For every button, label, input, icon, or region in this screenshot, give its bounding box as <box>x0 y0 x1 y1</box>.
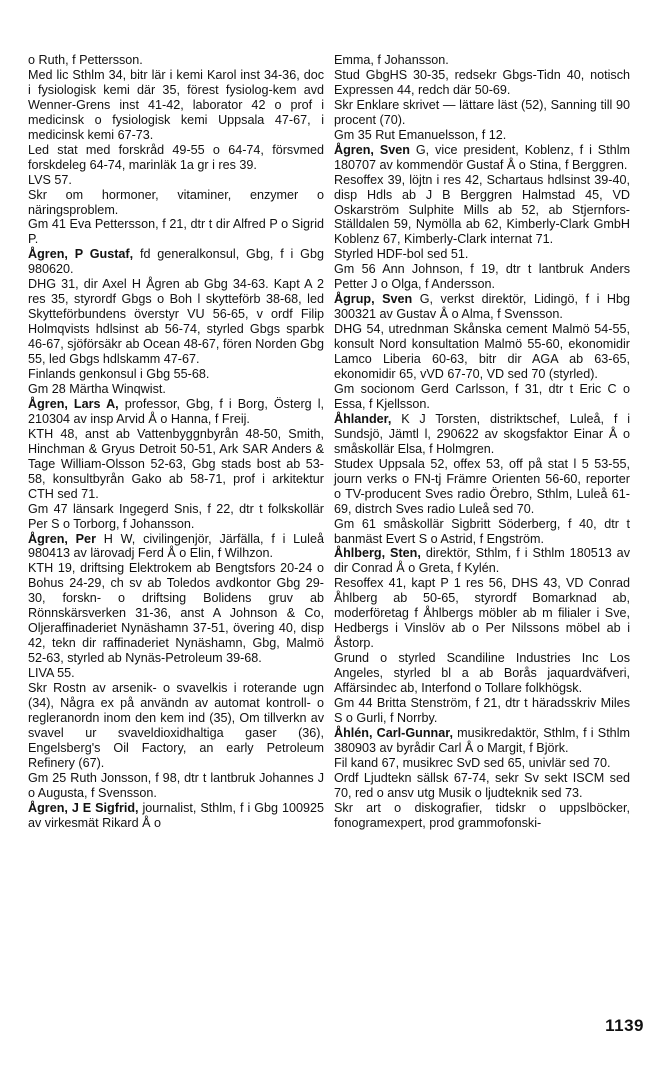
entry-text: Gm 56 Ann Johnson, f 19, dtr t lantbruk Anders Petter J o Olga, f Andersson. <box>334 262 630 292</box>
entry-text: Stud GbgHS 30-35, redsekr Gbgs-Tidn 40, notisch Expressen 44, redch där 50-69. <box>334 67 630 97</box>
entry-text: Ordf Ljudtekn sällsk 67-74, sekr Sv sekt ISCM sed 70, red o ansv utg Musik o ljudteknik sed 73. <box>334 770 630 800</box>
page-number: 1139 <box>605 1016 644 1035</box>
biography-paragraph <box>28 561 324 666</box>
entry-text: Gm 41 Eva Pettersson, f 21, dtr t dir Alfred P o Sigrid P. <box>28 217 324 247</box>
biography-paragraph <box>28 68 324 143</box>
biography-paragraph <box>28 277 324 367</box>
entry-text: Gm 28 Märtha Winqwist. <box>28 381 166 396</box>
biography-paragraph <box>28 173 324 188</box>
entry-text: Skr Enklare skrivet — lättare läst (52), Sanning till 90 procent (70). <box>334 97 630 127</box>
biography-paragraph <box>334 576 630 651</box>
entry-text: Gm 61 småskollär Sigbritt Söderberg, f 40, dtr t banmäst Evert S o Astrid, f Engström. <box>334 516 630 546</box>
biography-paragraph <box>334 517 630 547</box>
biography-entry-header <box>28 247 324 277</box>
biography-paragraph <box>334 322 630 382</box>
biography-paragraph <box>334 651 630 696</box>
biography-paragraph <box>28 771 324 801</box>
biography-paragraph <box>334 801 630 831</box>
biography-paragraph <box>28 427 324 502</box>
entry-text: Resoffex 39, löjtn i res 42, Schartaus hdlsinst 39-40, disp Hdls ab J B Berggren Halmstad 45, VD Oskarström Sulphite Mills ab 52, ab Stjernfors-Ställdalen 59, Nymölla ab 62, Kimberly-Clark GmbH Koblenz 67, Kimberly-Clark internat 71. <box>334 172 630 247</box>
entry-text: Med lic Sthlm 34, bitr lär i kemi Karol inst 34-36, doc i fysiologisk kemi där 35, förest fysiolog-kem avd Wenner-Grens inst 41-42, laborator 42 o prof i medicinsk o fysiologisk kemi Uppsala 47-67, i medicinsk kemi 67-73. <box>28 67 324 142</box>
biography-paragraph <box>28 666 324 681</box>
entry-text: LVS 57. <box>28 172 72 187</box>
entry-name: Ågren, Per <box>28 531 96 546</box>
entry-text: LIVA 55. <box>28 666 75 681</box>
entry-name: Ågren, P Gustaf, <box>28 247 134 262</box>
biography-paragraph <box>334 53 630 68</box>
biography-paragraph <box>28 217 324 247</box>
biography-entry-header <box>28 801 324 831</box>
entry-text: KTH 48, anst ab Vattenbyggnbyrån 48-50, Smith, Hinchman & Gryus Detroit 50-51, Ark SAR Anders & Tage William-Olsson 52-63, Gbg stads bost ab 53-58, konsultbyrån Gako ab 58-71, prof i arkitektur CTH sed 71. <box>28 426 324 501</box>
entry-text: K J Torsten, distriktschef, Luleå, f i Sundsjö, Jämtl l, 290622 av skogsfaktor Einar Å o småskollär Elsa, f Holmgren. <box>334 411 630 456</box>
entry-text: Skr om hormoner, vitaminer, enzymer o näringsproblem. <box>28 187 324 217</box>
biography-paragraph <box>334 771 630 801</box>
entry-name: Åhlberg, Sten, <box>334 546 421 561</box>
entry-text: DHG 31, dir Axel H Ågren ab Gbg 34-63. Kapt A 2 res 35, styrordf Gbgs o Boh l skytteförb 38-68, led Skytteförbundens överstyr VU 56-65, v ordf Filip Holmqvists hdlsinst ab 56-74, styrled Gbgs sparbk 46-67, sjöförsäkr ab Ocean 48-67, fören Norden Gbg 55, led Gbgs hdlskamm 47-67. <box>28 277 324 367</box>
biography-entry-header <box>28 532 324 562</box>
biography-paragraph <box>334 696 630 726</box>
biography-paragraph <box>28 502 324 532</box>
entry-text: G, vice president, Koblenz, f i Sthlm 180707 av kommendör Gustaf Å o Stina, f Berggren. <box>334 142 631 172</box>
entry-text: journalist, Sthlm, f i Gbg 100925 av virkesmät Rikard Å o <box>28 800 324 830</box>
biography-paragraph <box>28 143 324 173</box>
biography-paragraph <box>334 173 630 248</box>
biography-paragraph <box>334 457 630 517</box>
entry-text: G, verkst direktör, Lidingö, f i Hbg 300321 av Gustav Å o Alma, f Svensson. <box>334 292 630 322</box>
entry-text: Gm 35 Rut Emanuelsson, f 12. <box>334 127 507 142</box>
entry-text: Styrled HDF-bol sed 51. <box>334 247 469 262</box>
entry-text: musikredaktör, Sthlm, f i Sthlm 380903 av byrådir Carl Å o Margit, f Björk. <box>334 725 630 755</box>
entry-text: Gm socionom Gerd Carlsson, f 31, dtr t Eric C o Essa, f Kjellsson. <box>334 381 630 411</box>
entry-text: Fil kand 67, musikrec SvD sed 65, univlär sed 70. <box>334 755 611 770</box>
biography-paragraph <box>334 68 630 98</box>
entry-text: Gm 47 länsark Ingegerd Snis, f 22, dtr t folkskollär Per S o Torborg, f Johansson. <box>28 501 324 531</box>
biography-paragraph <box>28 188 324 218</box>
biography-paragraph <box>28 681 324 771</box>
entry-text: Resoffex 41, kapt P 1 res 56, DHS 43, VD Conrad Åhlberg ab 50-65, styrordf Bomarknad ab, moderföretag f Åhlbergs möbler ab m filialer i Sve, Hedbergs i Vinslöv ab o Per Nilssons möbel ab i Åstorp. <box>334 576 630 651</box>
entry-text: fd generalkonsul, Gbg, f i Gbg 980620. <box>28 247 324 277</box>
biography-paragraph <box>334 247 630 262</box>
entry-text: o Ruth, f Pettersson. <box>28 53 143 67</box>
entry-text: H W, civilingenjör, Järfälla, f i Luleå 980413 av lärovadj Ferd Å o Elin, f Wilhzon. <box>28 531 324 561</box>
entry-text: Led stat med forskråd 49-55 o 64-74, försvmed forskdeleg 64-74, marinläk 1a gr i res 39. <box>28 142 324 172</box>
entry-text: direktör, Sthlm, f i Sthlm 180513 av dir Conrad Å o Greta, f Kylén. <box>334 546 630 576</box>
biography-entry-header <box>334 292 630 322</box>
biography-paragraph <box>28 367 324 382</box>
biography-entry-header <box>334 546 630 576</box>
entry-text: Gm 25 Ruth Jonsson, f 98, dtr t lantbruk Johannes J o Augusta, f Svensson. <box>28 770 324 800</box>
entry-text: Emma, f Johansson. <box>334 53 449 67</box>
entry-text: Finlands genkonsul i Gbg 55-68. <box>28 367 210 382</box>
biography-entry-header <box>334 412 630 457</box>
entry-text: Grund o styrled Scandiline Industries Inc Los Angeles, styrled bl a ab Borås jaquardväfveri, Affärsindec ab, Interfond o Tollare folkhögsk. <box>334 651 630 696</box>
entry-name: Ågrup, Sven <box>334 292 413 307</box>
biography-paragraph <box>334 382 630 412</box>
biography-paragraph <box>334 128 630 143</box>
biography-paragraph <box>28 53 324 68</box>
entry-text: Studex Uppsala 52, offex 53, off på stat l 5 53-55, journ verks o FN-tj Främre Orienten 56-60, reporter o TV-producent Sves radio Örebro, Sthlm, Luleå 61-69, distrch Sves radio Luleå sed 70. <box>334 456 630 516</box>
biography-paragraph <box>334 98 630 128</box>
entry-text: professor, Gbg, f i Borg, Österg l, 210304 av insp Arvid Å o Hanna, f Freij. <box>28 396 324 426</box>
entry-name: Åhlander, <box>334 411 392 426</box>
biography-paragraph <box>28 382 324 397</box>
left-column <box>28 53 324 831</box>
entry-text: Gm 44 Britta Stenström, f 21, dtr t häradsskriv Miles S o Gurli, f Norrby. <box>334 695 630 725</box>
entry-text: Skr Rostn av arsenik- o svavelkis i roterande ugn (34), Några ex på användn av automat kontroll- o regleranordn inom den kem ind (35), Om tillverkn av svavel ur svaveldioxidhaltiga gaser (36), Engelsberg's Oil Factory, an early Petroleum Refinery (67). <box>28 681 324 770</box>
biography-entry-header <box>334 726 630 756</box>
biography-entry-header <box>28 397 324 427</box>
entry-text: KTH 19, driftsing Elektrokem ab Bengtsfors 20-24 o Bohus 24-29, ch sv ab Toledos avdkontor Gbg 29-30, forskn- o driftsing Bolidens gruv ab Rönnskärsverken 31-36, anst A Johnson & Co, Oljeraffinaderiet Nynäshamn 37-51, övering 40, disp 42, tekn dir raffinaderiet Nynäshamn, Gbg, Malmö 52-63, styrled ab Nynäs-Petroleum 39-68. <box>28 561 324 666</box>
entry-name: Ågren, Sven <box>334 142 410 157</box>
entry-text: Skr art o diskografier, tidskr o uppslböcker, fonogramexpert, prod grammofonski- <box>334 800 630 830</box>
biography-paragraph <box>334 262 630 292</box>
biography-paragraph <box>334 756 630 771</box>
entry-text: DHG 54, utrednman Skånska cement Malmö 54-55, konsult Nord konsultation Malmö 55-60, ekonomidir Lamco Liberia 60-63, bitr dir AGA ab 63-65, ekonomidir 65, vVD 67-70, VD sed 70 (styrled). <box>334 322 630 382</box>
entry-name: Ågren, J E Sigfrid, <box>28 800 139 815</box>
biography-entry-header <box>334 143 630 173</box>
entry-name: Ågren, Lars A, <box>28 396 119 411</box>
entry-name: Åhlén, Carl-Gunnar, <box>334 725 453 740</box>
right-column <box>334 53 630 831</box>
